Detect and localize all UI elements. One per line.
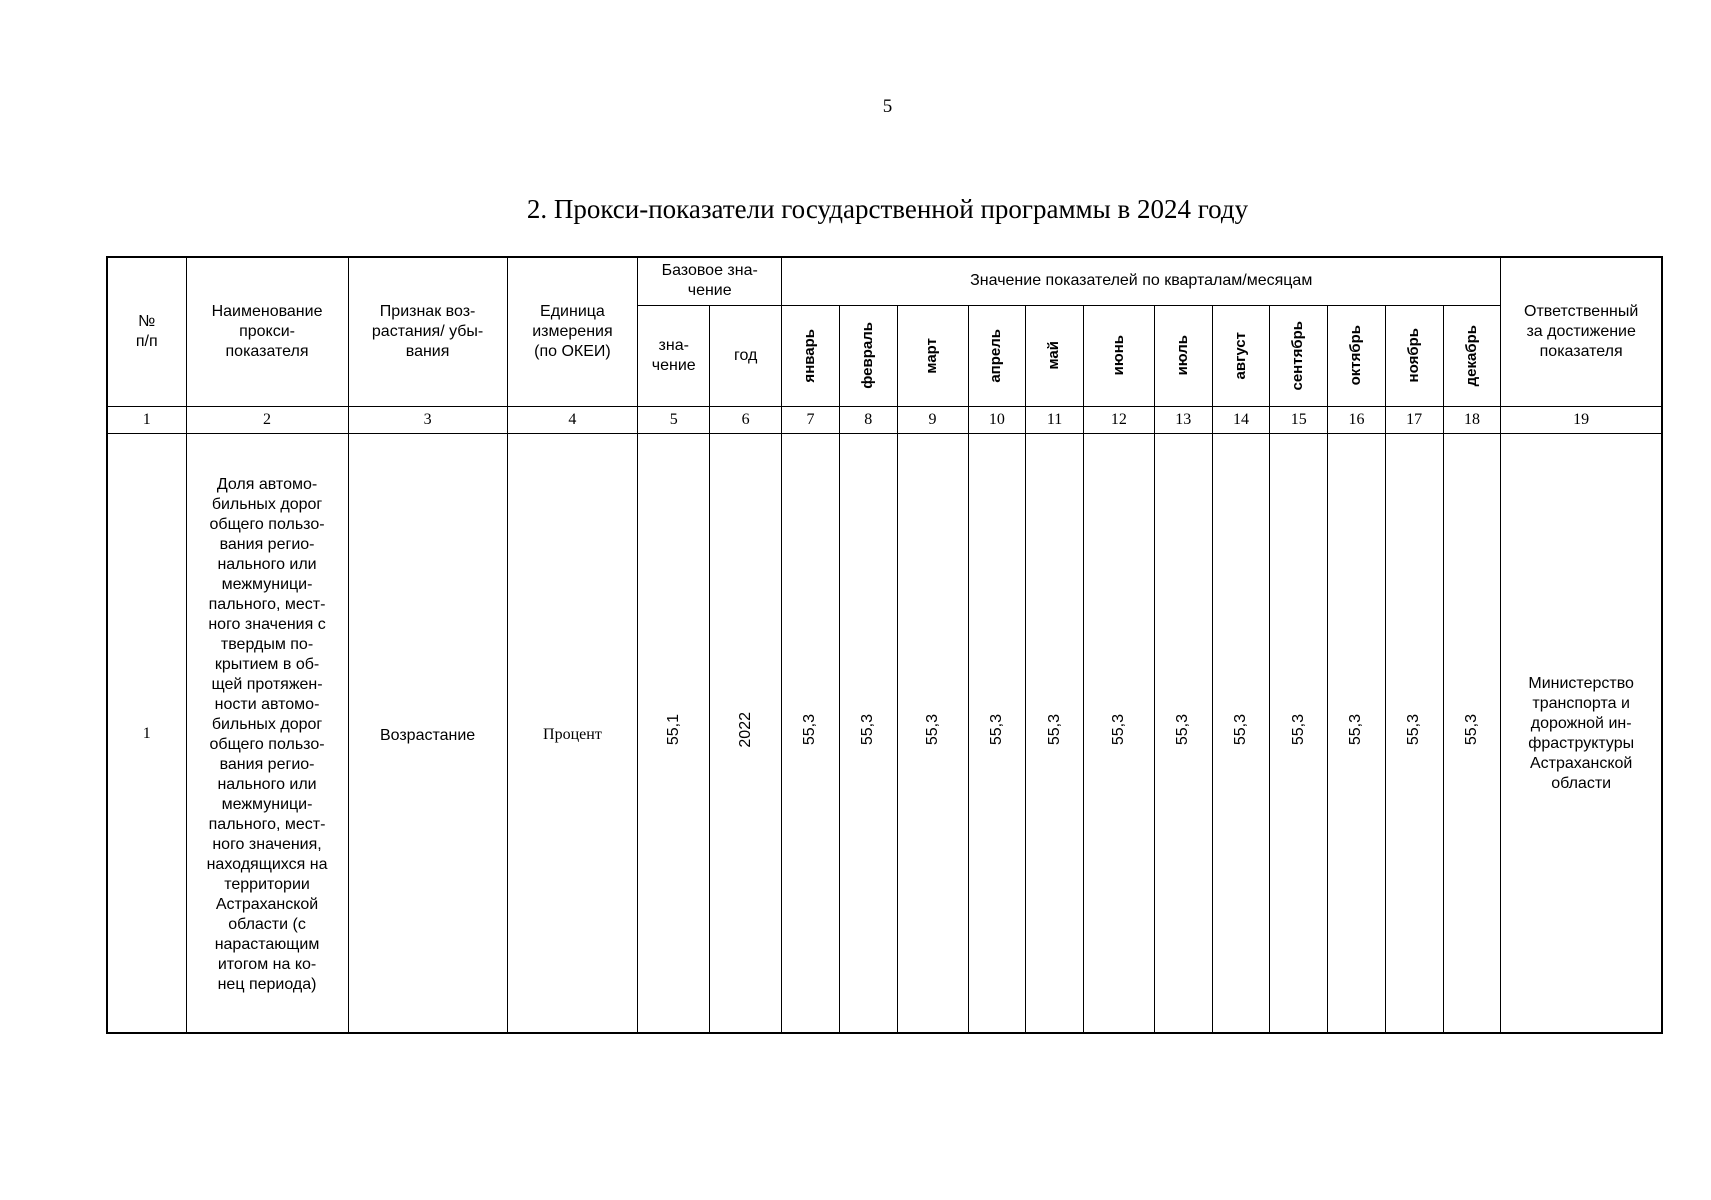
header-unit: Единица измерения (по ОКЕИ) [507,257,638,406]
header-month-nov: ноябрь [1385,305,1443,406]
month-value-may: 55,3 [1026,433,1084,1033]
page-title: 2. Прокси-показатели государственной программы в 2024 году [526,194,1249,224]
header-base: Базовое зна- чение [638,257,782,305]
header-base-value: зна- чение [638,305,710,406]
header-month-aug: август [1212,305,1270,406]
indicator-name: Доля автомо- бильных дорог общего пользо- вания регио- нального или межмуници- пального, мест- ного значения с твердым по- крытием в об- щей протяжен- ности автомо- бильных дорог общего пользо- вания регио- нального или межмуници- пального, мест- ного значения, находящихся на территории Астраханской области (с нарастающим итогом на ко- нец периода) [186,433,348,1033]
column-number: 10 [968,406,1026,433]
column-number: 11 [1026,406,1084,433]
header-month-oct: октябрь [1328,305,1386,406]
month-value-jan: 55,3 [782,433,840,1033]
header-month-may: май [1026,305,1084,406]
month-value-nov: 55,3 [1385,433,1443,1033]
column-number: 12 [1083,406,1154,433]
row-number: 1 [107,433,186,1033]
column-number: 6 [710,406,782,433]
column-number: 7 [782,406,840,433]
month-value-aug: 55,3 [1212,433,1270,1033]
header-sign: Признак воз- растания/ убы- вания [348,257,507,406]
month-value-mar: 55,3 [897,433,968,1033]
base-value: 55,1 [638,433,710,1033]
month-value-apr: 55,3 [968,433,1026,1033]
header-name: Наименование прокси- показателя [186,257,348,406]
column-number-row [107,406,1662,433]
header-month-jun: июнь [1083,305,1154,406]
growth-sign: Возрастание [348,433,507,1033]
month-value-jun: 55,3 [1083,433,1154,1033]
header-month-sep: сентябрь [1270,305,1328,406]
column-number: 3 [348,406,507,433]
column-number: 13 [1154,406,1212,433]
header-month-apr: апрель [968,305,1026,406]
column-number: 18 [1443,406,1501,433]
header-month-jul: июль [1154,305,1212,406]
header-base-year: год [710,305,782,406]
header-month-dec: декабрь [1443,305,1501,406]
header-month-mar: март [897,305,968,406]
column-number: 15 [1270,406,1328,433]
header-npp: № п/п [107,257,186,406]
column-number: 9 [897,406,968,433]
month-value-dec: 55,3 [1443,433,1501,1033]
column-number: 5 [638,406,710,433]
column-number: 16 [1328,406,1386,433]
header-quarters: Значение показателей по кварталам/месяцам [782,257,1501,305]
header-month-jan: январь [782,305,840,406]
month-value-jul: 55,3 [1154,433,1212,1033]
page-number: 5 [882,96,893,117]
column-number: 17 [1385,406,1443,433]
column-number: 19 [1501,406,1662,433]
column-number: 14 [1212,406,1270,433]
responsible-body: Министерство транспорта и дорожной ин- фраструктуры Астраханской области [1501,433,1662,1033]
header-month-feb: февраль [839,305,897,406]
month-value-feb: 55,3 [839,433,897,1033]
column-number: 1 [107,406,186,433]
unit-of-measure: Процент [507,433,638,1033]
base-year: 2022 [710,433,782,1033]
header-responsible: Ответственный за достижение показателя [1501,257,1662,406]
month-value-oct: 55,3 [1328,433,1386,1033]
table-row [107,433,1662,1033]
column-number: 2 [186,406,348,433]
proxy-indicators-table [106,256,1663,1034]
column-number: 8 [839,406,897,433]
month-value-sep: 55,3 [1270,433,1328,1033]
column-number: 4 [507,406,638,433]
